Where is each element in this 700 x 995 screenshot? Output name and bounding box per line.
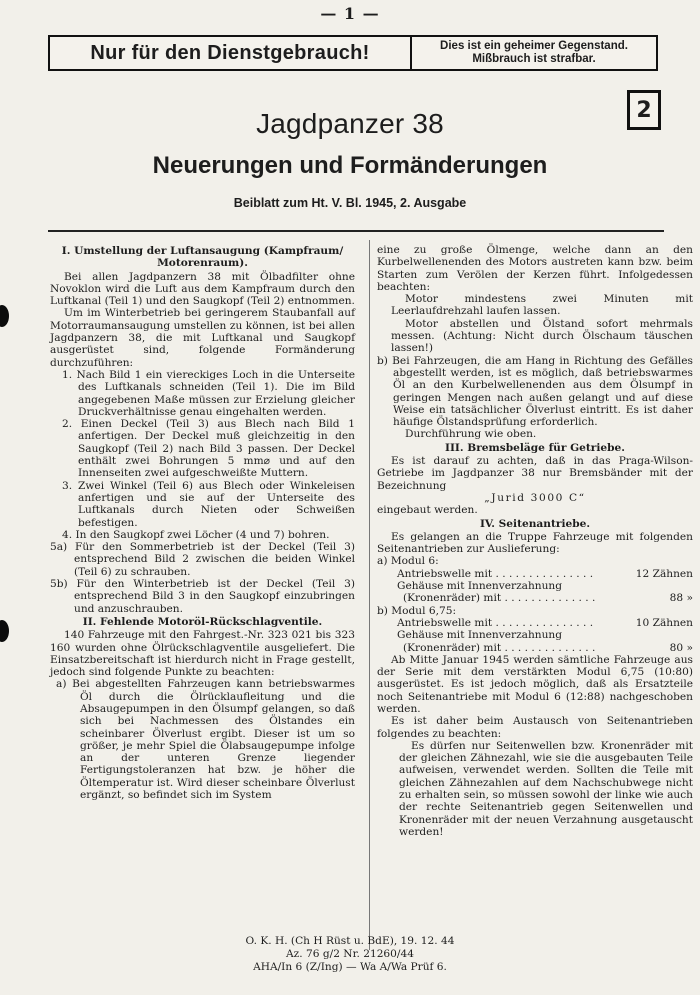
section-heading-3: III. Bremsbeläge für Getriebe. <box>445 441 625 454</box>
paragraph: Durchführung wie oben. <box>405 428 537 441</box>
banner-restricted-label: Nur für den Dienstgebrauch! <box>50 37 412 69</box>
page-subtitle: Neuerungen und Formänderungen <box>152 152 548 179</box>
module-label: b) Modul 6,75: <box>377 604 457 617</box>
spec-value: 80 » <box>669 641 693 654</box>
punch-hole <box>0 620 9 642</box>
banner-secret-notice <box>412 37 656 69</box>
paragraph: Bei allen Jagdpanzern 38 mit Ölbadfilter ohne Novoklon wird die Luft aus dem Kampfraum durch den Luftkanal (Teil 1) und den Saugkopf (Teil 2) entnommen. <box>50 270 355 308</box>
list-item: 2. Einen Deckel (Teil 3) aus Blech nach Bild 1 anfertigen. Der Deckel muß gleichzeitig in den Saugkopf (Teil 2) nach Bild 3 passen. Der Deckel enthält zwei Bohrungen 5 mm⌀ und auf den Innenseiten zwei aufgeschweißte Muttern. <box>62 418 355 480</box>
paragraph: Es dürfen nur Seitenwellen bzw. Kronenräder mit der gleichen Zähnezahl, wie sie die ausgebauten Teile aufweisen, verwendet werden. Sollten die Teile mit gleichen Zähnezahlen auf dem Nachschubwege nicht zu erhalten sein, so müssen sowohl der linke wie auch der rechte Seitenantrieb gegen Seitenwellen und Kronenräder mit der neuen Verzahnung ausgetauscht werden! <box>399 739 693 838</box>
section-heading-2: II. Fehlende Motoröl-Rückschlagventile. <box>82 615 323 628</box>
paragraph: eine zu große Ölmenge, welche dann an den Kurbelwellenenden des Motors austreten kann bzw. beim Starten zum Verölen der Kerzen führt. Infolgedessen beachten: <box>377 244 693 293</box>
list-item: a) Bei abgestellten Fahrzeugen kann betriebswarmes Öl durch die Ölrücklaufleitung und die Absaugepumpen in den Ölsumpf gelangen, so daß sich bei Nachmessen des Ölstandes ein scheinbarer Ölverlust ergibt. Dieser ist um so größer, je mehr Spiel die Ölabsaugepumpe infolge an der unteren Grenze liegender Fertigungstoleranzen hat bzw. je höher die Öltemperatur ist. Wird dieser scheinbare Ölverlust ergänzt, so befindet sich im System <box>56 678 355 802</box>
spec-label: Gehäuse mit Innenverzahnung <box>397 629 563 642</box>
spec-row <box>377 617 693 629</box>
spec-row <box>377 642 693 654</box>
list-item: b) Bei Fahrzeugen, die am Hang in Richtung des Gefälles abgestellt werden, ist es möglich, daß betriebswarmes Öl an den Kurbelwellenenden aus dem Ölsumpf in geringen Mengen nach außen gelangt und auf diese Weise ein tatsächlicher Ölverlust eintritt. Es ist daher häufige Ölstandsprüfung erforderlich. <box>377 354 693 429</box>
banner-notice-line2: Mißbrauch ist strafbar. <box>472 53 596 65</box>
list-item: 1. Nach Bild 1 ein viereckiges Loch in die Unterseite des Luftkanals schneiden (Teil 1). Die im Bild angegebenen Maße müssen zur Erzielung gleicher Druckverhältnisse genau eingehalten werden. <box>62 368 355 418</box>
classification-banner <box>48 35 658 71</box>
spec-label: (Kronenräder) mit . . . . . . . . . . . . . . <box>403 592 596 605</box>
supplement-note: Beiblatt zum Ht. V. Bl. 1945, 2. Ausgabe <box>233 196 467 210</box>
paragraph: Es gelangen an die Truppe Fahrzeuge mit folgenden Seitenantrieben zur Auslieferung: <box>377 530 693 556</box>
paragraph: eingebaut werden. <box>377 504 478 517</box>
spec-row <box>377 592 693 604</box>
footer-line: AHA/In 6 (Z/Ing) — Wa A/Wa Prüf 6. <box>253 961 447 973</box>
section-heading-1: I. Umstellung der Luftansaugung (Kampfraum/ Motorenraum). <box>61 245 344 270</box>
spec-label: Antriebswelle mit . . . . . . . . . . . . . . . <box>397 616 594 629</box>
right-column <box>377 244 693 838</box>
column-divider <box>369 240 370 950</box>
paragraph: 140 Fahrzeuge mit den Fahrgest.-Nr. 323 021 bis 323 160 wurden ohne Ölrückschlagventile ausgeliefert. Die Einsatzbereitschaft ist hierdurch nicht in Frage gestellt, jedoch sind folgende Punkte zu beachten: <box>50 629 355 679</box>
spec-value: 10 Zähnen <box>635 616 693 629</box>
spec-row <box>377 568 693 580</box>
paragraph: Motor mindestens zwei Minuten mit Leerlaufdrehzahl laufen lassen. <box>391 293 693 318</box>
paragraph: Um im Winterbetrieb bei geringerem Staubanfall auf Motorraumansaugung umstellen zu können, ist bei allen Jagdpanzern 38, die mit Luftkanal und Saugkopf ausgerüstet sind, folgende Formänderung durchzuführen: <box>50 307 355 369</box>
punch-hole <box>0 305 9 327</box>
document-number-box: 2 <box>627 90 661 130</box>
spec-label: Antriebswelle mit . . . . . . . . . . . . . . . <box>397 567 594 580</box>
list-item: 3. Zwei Winkel (Teil 6) aus Blech oder Winkeleisen anfertigen und sie auf der Unterseite des Luftkanals durch Nieten oder Schweißen befestigen. <box>62 479 355 529</box>
page-number: — 1 — <box>320 4 380 23</box>
spec-value: 12 Zähnen <box>635 567 693 580</box>
paragraph: Motor abstellen und Ölstand sofort mehrmals messen. (Achtung: Nicht durch Ölschaum täuschen lassen!) <box>391 317 693 355</box>
footer-reference <box>0 935 700 974</box>
header-divider <box>48 230 664 232</box>
left-column <box>50 244 355 801</box>
footer-line: O. K. H. (Ch H Rüst u. BdE), 19. 12. 44 <box>245 935 455 947</box>
module-label: a) Modul 6: <box>377 555 439 568</box>
paragraph: Es ist darauf zu achten, daß in das Praga-Wilson-Getriebe im Jagdpanzer 38 nur Bremsbänder mit der Bezeichnung <box>377 455 693 492</box>
section-heading-4: IV. Seitenantriebe. <box>479 517 591 530</box>
paragraph: Es ist daher beim Austausch von Seitenantrieben folgendes zu beachten: <box>377 715 693 740</box>
banner-notice-line1: Dies ist ein geheimer Gegenstand. <box>440 40 628 52</box>
spec-label: Gehäuse mit Innenverzahnung <box>397 580 563 593</box>
brake-designation: „Jurid 3000 C“ <box>484 491 586 504</box>
list-item: 5a) Für den Sommerbetrieb ist der Deckel (Teil 3) entsprechend Bild 2 zwischen die beiden Winkel (Teil 6) zu schrauben. <box>50 541 355 578</box>
footer-line: Az. 76 g/2 Nr. 21260/44 <box>286 948 414 960</box>
paragraph: Ab Mitte Januar 1945 werden sämtliche Fahrzeuge aus der Serie mit dem verstärkten Modul 6,75 (10:80) ausgerüstet. Es ist jedoch möglich, daß als Ersatzteile noch Seitenantriebe mit Modul 6 (12:88) nachgeschoben werden. <box>377 653 693 715</box>
list-item: 4. In den Saugkopf zwei Löcher (4 und 7) bohren. <box>62 528 330 541</box>
page-title: Jagdpanzer 38 <box>256 108 444 139</box>
list-item: 5b) Für den Winterbetrieb ist der Deckel (Teil 3) entsprechend Bild 3 in den Saugkopf einzubringen und anzuschrauben. <box>50 578 355 615</box>
spec-value: 88 » <box>669 592 693 605</box>
spec-label: (Kronenräder) mit . . . . . . . . . . . . . . <box>403 641 596 654</box>
